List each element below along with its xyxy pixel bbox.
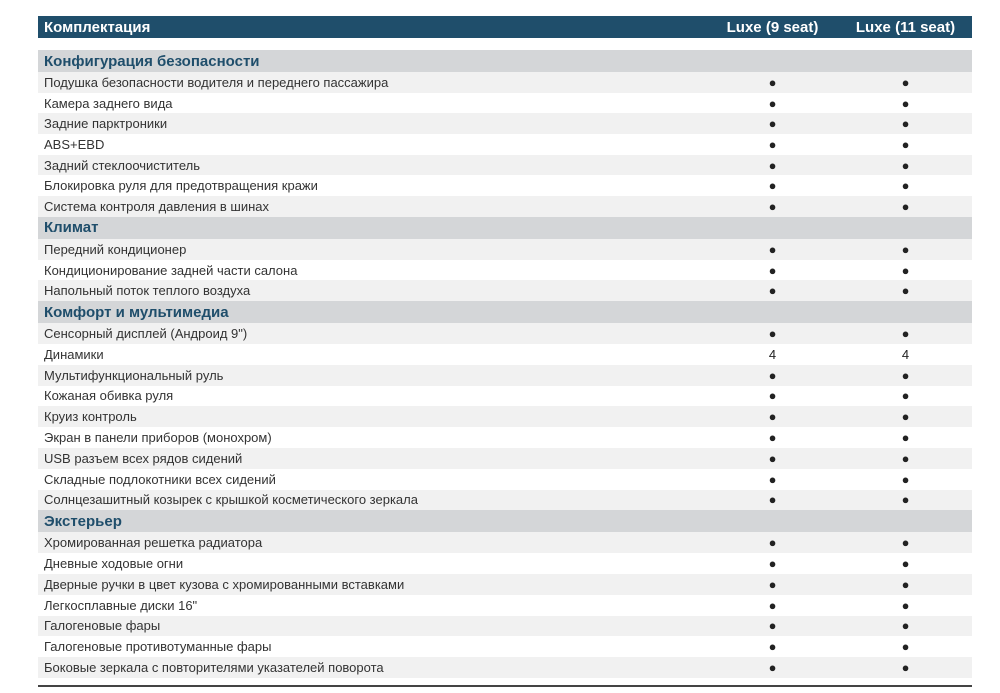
value-luxe-9: ● xyxy=(768,639,777,655)
table-row xyxy=(38,490,972,511)
feature-label: USB разъем всех рядов сидений xyxy=(44,450,243,466)
feature-label: Передний кондиционер xyxy=(44,241,187,257)
feature-label: Экран в панели приборов (монохром) xyxy=(44,430,272,446)
value-luxe-9: ● xyxy=(768,241,777,257)
section-header xyxy=(38,510,972,532)
section-header xyxy=(38,50,972,72)
value-luxe-9: ● xyxy=(768,471,777,487)
value-luxe-11: ● xyxy=(901,157,910,173)
value-luxe-11: ● xyxy=(901,136,910,152)
value-luxe-9: ● xyxy=(768,198,777,214)
feature-label: Кондиционирование задней части салона xyxy=(44,262,298,278)
table-row xyxy=(38,155,972,176)
value-luxe-11: ● xyxy=(901,241,910,257)
value-luxe-9: ● xyxy=(768,492,777,508)
value-luxe-11: ● xyxy=(901,388,910,404)
value-luxe-11: ● xyxy=(901,556,910,572)
section-title: Комфорт и мультимедиа xyxy=(44,303,229,321)
value-luxe-11: ● xyxy=(901,95,910,111)
value-luxe-11: ● xyxy=(901,326,910,342)
value-luxe-9: 4 xyxy=(768,346,777,362)
value-luxe-9: ● xyxy=(768,178,777,194)
value-luxe-11: ● xyxy=(901,178,910,194)
value-luxe-9: ● xyxy=(768,326,777,342)
value-luxe-11: ● xyxy=(901,116,910,132)
table-row xyxy=(38,280,972,301)
value-luxe-9: ● xyxy=(768,116,777,132)
section-title: Климат xyxy=(44,219,99,237)
feature-label: Солнцезашитный козырек с крышкой косметического зеркала xyxy=(44,492,418,508)
table-row xyxy=(38,365,972,386)
spec-table xyxy=(38,16,972,678)
value-luxe-9: ● xyxy=(768,157,777,173)
feature-label: Задние парктроники xyxy=(44,116,168,132)
feature-label: Круиз контроль xyxy=(44,409,137,425)
table-row xyxy=(38,260,972,281)
value-luxe-11: ● xyxy=(901,471,910,487)
value-luxe-11: ● xyxy=(901,283,910,299)
value-luxe-9: ● xyxy=(768,556,777,572)
feature-label: Дневные ходовые огни xyxy=(44,556,184,572)
value-luxe-11: ● xyxy=(901,660,910,676)
table-row xyxy=(38,196,972,217)
feature-label: Складные подлокотники всех сидений xyxy=(44,471,276,487)
value-luxe-11: ● xyxy=(901,618,910,634)
table-row xyxy=(38,553,972,574)
table-row xyxy=(38,134,972,155)
value-luxe-9: ● xyxy=(768,409,777,425)
value-luxe-11: ● xyxy=(901,198,910,214)
table-row xyxy=(38,344,972,365)
table-row xyxy=(38,636,972,657)
table-row xyxy=(38,532,972,553)
section-header xyxy=(38,301,972,323)
value-luxe-9: ● xyxy=(768,430,777,446)
feature-label: Напольный поток теплого воздуха xyxy=(44,283,251,299)
value-luxe-11: ● xyxy=(901,409,910,425)
header-title: Комплектация xyxy=(44,18,151,36)
feature-label: Галогеновые противотуманные фары xyxy=(44,639,272,655)
table-row xyxy=(38,93,972,114)
feature-label: Боковые зеркала с повторителями указателей поворота xyxy=(44,660,384,676)
section-title: Конфигурация безопасности xyxy=(44,52,260,70)
table-row xyxy=(38,427,972,448)
table-row xyxy=(38,595,972,616)
table-row xyxy=(38,386,972,407)
value-luxe-11: ● xyxy=(901,576,910,592)
feature-label: Мультифункциональный руль xyxy=(44,367,224,383)
value-luxe-9: ● xyxy=(768,74,777,90)
table-row xyxy=(38,175,972,196)
feature-label: Галогеновые фары xyxy=(44,618,161,634)
feature-label: Легкосплавные диски 16" xyxy=(44,597,198,613)
feature-label: Динамики xyxy=(44,346,104,362)
value-luxe-9: ● xyxy=(768,576,777,592)
value-luxe-11: 4 xyxy=(901,346,910,362)
feature-label: Блокировка руля для предотвращения кражи xyxy=(44,178,318,194)
value-luxe-11: ● xyxy=(901,74,910,90)
value-luxe-9: ● xyxy=(768,660,777,676)
table-row xyxy=(38,657,972,678)
feature-label: Кожаная обивка руля xyxy=(44,388,174,404)
table-row xyxy=(38,574,972,595)
table-header xyxy=(38,16,972,38)
table-row xyxy=(38,406,972,427)
value-luxe-9: ● xyxy=(768,262,777,278)
value-luxe-9: ● xyxy=(768,283,777,299)
feature-label: Задний стеклоочиститель xyxy=(44,157,200,173)
value-luxe-11: ● xyxy=(901,597,910,613)
table-body xyxy=(38,50,972,678)
value-luxe-11: ● xyxy=(901,367,910,383)
value-luxe-9: ● xyxy=(768,136,777,152)
header-col-luxe-9: Luxe (9 seat) xyxy=(726,18,819,36)
value-luxe-9: ● xyxy=(768,535,777,551)
value-luxe-9: ● xyxy=(768,450,777,466)
section-title: Экстерьер xyxy=(44,512,122,530)
value-luxe-11: ● xyxy=(901,492,910,508)
feature-label: Система контроля давления в шинах xyxy=(44,198,270,214)
table-row xyxy=(38,239,972,260)
feature-label: ABS+EBD xyxy=(44,136,105,152)
table-row xyxy=(38,113,972,134)
value-luxe-11: ● xyxy=(901,639,910,655)
value-luxe-11: ● xyxy=(901,430,910,446)
header-col-luxe-11: Luxe (11 seat) xyxy=(855,18,956,36)
section-header xyxy=(38,217,972,239)
feature-label: Дверные ручки в цвет кузова с хромированными вставками xyxy=(44,576,405,592)
feature-label: Камера заднего вида xyxy=(44,95,173,111)
table-row xyxy=(38,469,972,490)
value-luxe-9: ● xyxy=(768,388,777,404)
bottom-divider xyxy=(38,685,972,687)
feature-label: Сенсорный дисплей (Андроид 9") xyxy=(44,326,248,342)
value-luxe-11: ● xyxy=(901,262,910,278)
value-luxe-11: ● xyxy=(901,535,910,551)
value-luxe-9: ● xyxy=(768,618,777,634)
feature-label: Подушка безопасности водителя и переднего пассажира xyxy=(44,74,389,90)
value-luxe-11: ● xyxy=(901,450,910,466)
value-luxe-9: ● xyxy=(768,367,777,383)
value-luxe-9: ● xyxy=(768,95,777,111)
value-luxe-9: ● xyxy=(768,597,777,613)
table-row xyxy=(38,448,972,469)
table-row xyxy=(38,72,972,93)
table-row xyxy=(38,616,972,637)
table-row xyxy=(38,323,972,344)
feature-label: Хромированная решетка радиатора xyxy=(44,535,263,551)
